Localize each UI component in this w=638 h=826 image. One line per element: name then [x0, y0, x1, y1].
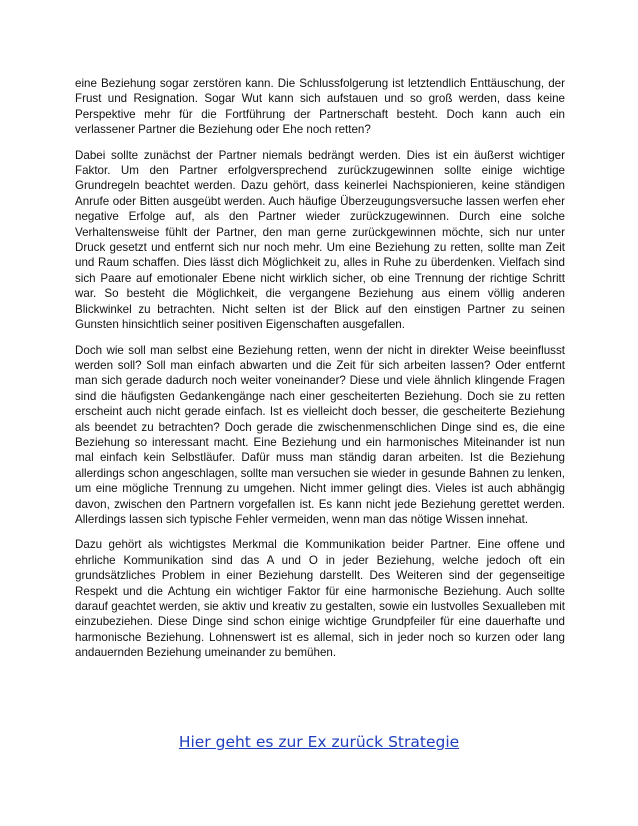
strategy-link[interactable]: Hier geht es zur Ex zurück Strategie	[178, 733, 460, 751]
paragraph-4: Dazu gehört als wichtigstes Merkmal die Kommunikation beider Partner. Eine offene und ehrliche Kommunikation sind das A und O in jeder Beziehung, welche jedoch oft ein grundsätzliches Problem in einer Beziehung darstellt. Des Weiteren sind der gegenseitige Respekt und die Achtung ein wichtiger Faktor für eine harmonische Beziehung. Auch sollte darauf geachtet werden, sie aktiv und kreativ zu gestalten, sowie ein lustvolles Sexualleben mit einzubeziehen. Diese Dinge sind schon einige wichtige Grundpfeiler für eine dauerhafte und harmonische Beziehung. Lohnenswert ist es allemal, sich in jeder noch so kurzen oder lang andauernden Beziehung umeinander zu bemühen.	[75, 538, 565, 660]
paragraph-2: Dabei sollte zunächst der Partner niemals bedrängt werden. Dies ist ein äußerst wichtiger Faktor. Um den Partner erfolgversprechend zurückzugewinnen sollte einige wichtige Grundregeln beachtet werden. Dazu gehört, dass keinerlei Nachspionieren, keine ständigen Anrufe oder Bitten ausgeübt werden. Auch häufige Überzeugungsversuche lassen werfen eher negative Erfolge auf, als den Partner wieder zurückzugewinnen. Durch eine solche Verhaltensweise fühlt der Partner, den man gerne zurückgewinnen möchte, sich nur unter Druck gesetzt und entfernt sich nur noch mehr. Um eine Beziehung zu retten, sollte man Zeit und Raum schaffen. Dies lässt dich Möglichkeit zu, alles in Ruhe zu überdenken. Vielfach sind sich Paare auf emotionaler Ebene nicht wirklich sicher, ob eine Trennung der richtige Schritt war. So besteht die Möglichkeit, die vergangene Beziehung aus einem völlig anderen Blickwinkel zu betrachten. Nicht selten ist der Blick auf den einstigen Partner zu seinen Gunsten hinsichtlich seiner positiven Eigenschaften ausgefallen.	[75, 148, 565, 332]
paragraph-3: Doch wie soll man selbst eine Beziehung retten, wenn der nicht in direkter Weise beeinflusst werden soll? Soll man einfach abwarten und die Zeit für sich arbeiten lassen? Oder entfernt man sich gerade dadurch noch weiter voneinander? Diese und viele ähnlich klingende Fragen sind die häufigsten Gedankengänge nach einer gescheiterten Beziehung. Doch sie zu retten erscheint auch nicht gerade einfach. Ist es vielleicht doch besser, die gescheiterte Beziehung als beendet zu betrachten? Doch gerade die zwischenmenschlichen Dinge sind es, die eine Beziehung so interessant macht. Eine Beziehung und ein harmonisches Miteinander ist nun mal einfach kein Selbstläufer. Dafür muss man ständig daran arbeiten. Ist die Beziehung allerdings schon angeschlagen, sollte man versuchen sie wieder in gesunde Bahnen zu lenken, um eine mögliche Trennung zu umgehen. Nicht immer gelingt dies. Vieles ist auch abhängig davon, zwischen den Partnern vorgefallen ist. Es kann nicht jede Beziehung gerettet werden. Allerdings lassen sich typische Fehler vermeiden, wenn man das nötige Wissen innehat.	[75, 343, 565, 526]
link-container	[0, 733, 638, 752]
paragraph-1: eine Beziehung sogar zerstören kann. Die Schlussfolgerung ist letztendlich Enttäuschung, der Frust und Resignation. Sogar Wut kann sich aufstauen und so groß werden, dass keine Perspektive mehr für die Fortführung der Partnerschaft besteht. Doch kann auch ein verlassener Partner die Beziehung oder Ehe noch retten?	[75, 77, 565, 137]
document-body	[75, 76, 565, 671]
